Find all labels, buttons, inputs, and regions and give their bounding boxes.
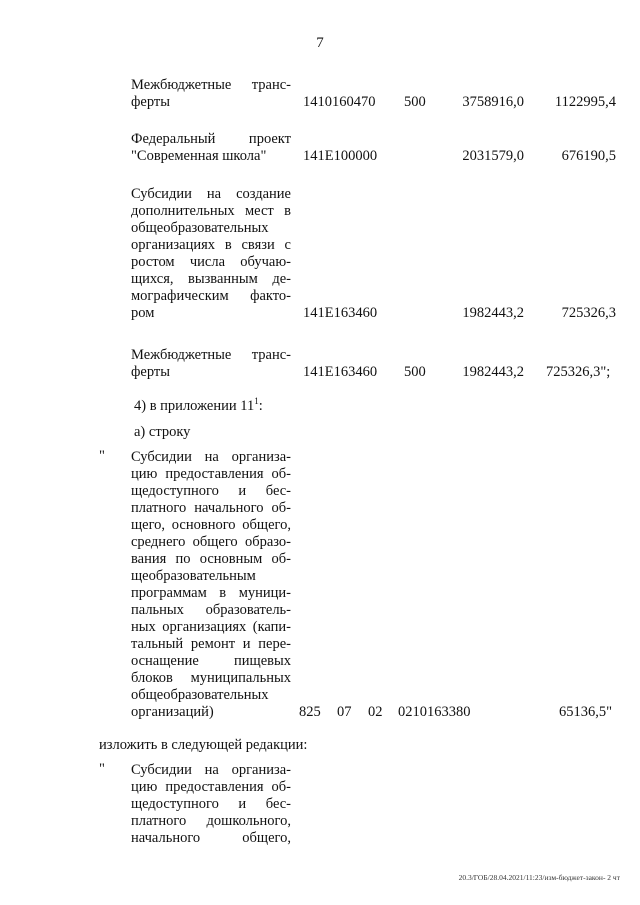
row-3-line-3: общеобразовательных [131, 220, 269, 236]
row-3-code: 141E163460 [303, 305, 378, 321]
old-row-line-16: организаций) [131, 704, 214, 720]
row-3-line-2: дополнительных мест в [131, 203, 291, 219]
row-3-line-4: организациях в связи с [131, 237, 291, 253]
row-4-code: 141E163460 [303, 364, 378, 380]
old-row-line-4: платного начального об- [131, 500, 291, 516]
new-row-description [131, 762, 291, 847]
old-row-glav: 825 [299, 704, 321, 720]
page-number: 7 [316, 35, 324, 51]
old-row-line-10: пальных образователь- [131, 602, 291, 618]
row-3-line-6: щихся, вызванным де- [131, 271, 291, 287]
row-1-line-2: ферты [131, 94, 170, 110]
item-4-heading [134, 398, 263, 415]
new-row-line-2: цию предоставления об- [131, 779, 291, 795]
old-row-line-6: среднего общего образо- [131, 534, 291, 550]
row-3-sum-2: 725326,3 [561, 305, 616, 321]
old-row-line-14: блоков муниципальных [131, 670, 291, 686]
old-row-line-7: вания по основным об- [131, 551, 291, 567]
row-3-line-7: мографическим факто- [131, 288, 291, 304]
open-quote-old: " [99, 448, 105, 464]
new-row-line-4: платного дошкольного, [131, 813, 291, 829]
old-row-pr: 02 [368, 704, 383, 720]
old-row-line-13: оснащение пищевых [131, 653, 291, 669]
row-3-line-5: ростом числа обучаю- [131, 254, 291, 270]
row-4-sum-1: 1982443,2 [462, 364, 524, 380]
old-row-line-3: щедоступного и бес- [131, 483, 291, 499]
old-row-line-2: цию предоставления об- [131, 466, 291, 482]
new-edition-text: изложить в следующей редакции: [99, 737, 308, 753]
row-2-line-1: Федеральный проект [131, 131, 291, 147]
row-1-line-1: Межбюджетные транс- [131, 77, 291, 93]
row-1-code: 1410160470 [303, 94, 376, 110]
old-row-line-5: щего, основного общего, [131, 517, 291, 533]
row-2-sum-2: 676190,5 [561, 148, 616, 164]
item-4-superscript: 1 [254, 396, 259, 407]
row-3-description [131, 186, 291, 322]
row-4-vr: 500 [404, 364, 426, 380]
old-row-line-12: тальный ремонт и пере- [131, 636, 291, 652]
new-row-line-5: начального общего, [131, 830, 291, 846]
old-row-line-11: ных организациях (капи- [131, 619, 291, 635]
row-1-sum-1: 3758916,0 [462, 94, 524, 110]
row-1-sum-2: 1122995,4 [554, 94, 616, 110]
row-3-line-1: Субсидии на создание [131, 186, 291, 202]
row-4-sum-2: 725326,3"; [546, 364, 611, 380]
row-2-sum-1: 2031579,0 [462, 148, 524, 164]
old-row-line-8: щеобразовательным [131, 568, 256, 584]
old-row-line-9: программам в муници- [131, 585, 291, 601]
old-row-code: 0210163380 [398, 704, 471, 720]
item-a-heading: а) строку [134, 424, 191, 440]
document-footer: 20.3/ГОБ/28.04.2021/11:23/изм-бюджет-закон- 2 чт [458, 873, 620, 882]
row-3-line-8: ром [131, 305, 155, 321]
old-row-description [131, 449, 291, 721]
new-row-line-1: Субсидии на организа- [131, 762, 291, 778]
row-4-line-2: ферты [131, 364, 170, 380]
row-1-vr: 500 [404, 94, 426, 110]
item-4-prefix: 4) в приложении 11 [134, 398, 255, 414]
row-4-line-1: Межбюджетные транс- [131, 347, 291, 363]
row-3-sum-1: 1982443,2 [462, 305, 524, 321]
old-row-line-1: Субсидии на организа- [131, 449, 291, 465]
row-1-description [131, 77, 291, 111]
open-quote-new: " [99, 761, 105, 777]
old-row-sum: 65136,5" [559, 704, 613, 720]
row-4-description [131, 347, 291, 381]
old-row-line-15: общеобразовательных [131, 687, 269, 703]
item-4-suffix: : [258, 398, 263, 414]
new-row-line-3: щедоступного и бес- [131, 796, 291, 812]
row-2-description [131, 131, 291, 165]
old-row-rz: 07 [337, 704, 352, 720]
row-2-code: 141E100000 [303, 148, 378, 164]
row-2-line-2: "Современная школа" [131, 148, 267, 164]
